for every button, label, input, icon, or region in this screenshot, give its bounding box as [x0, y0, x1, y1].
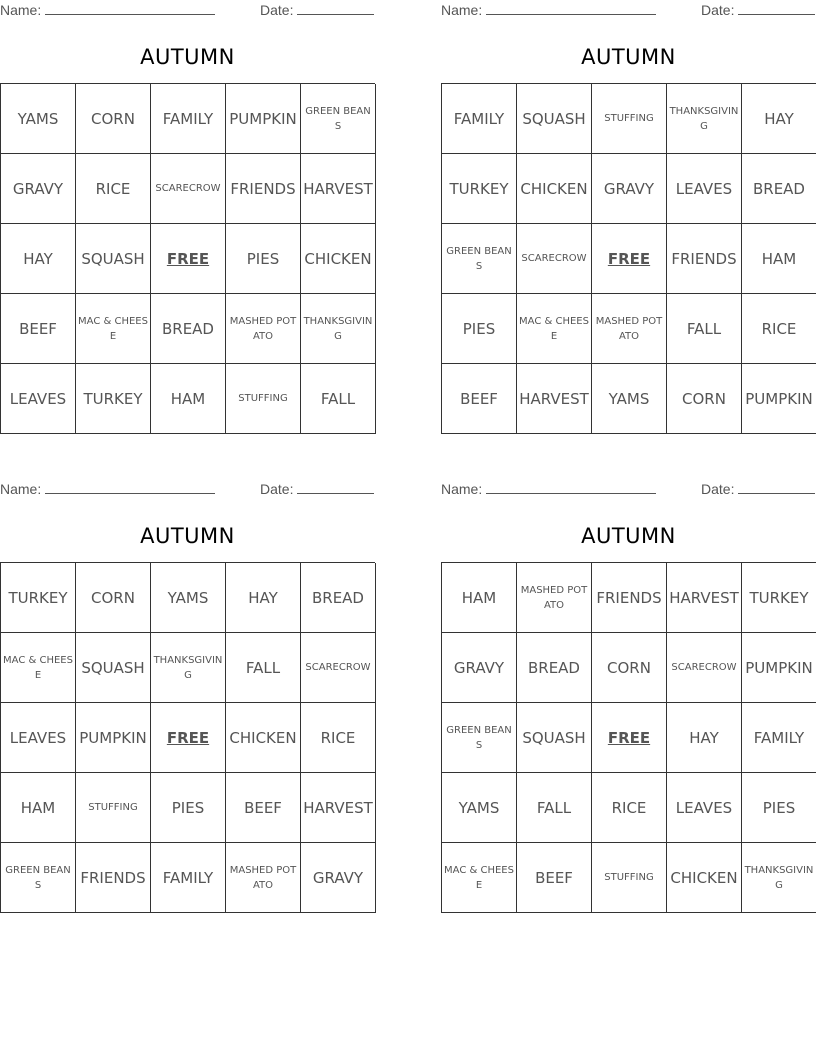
bingo-cell: RICE: [301, 703, 376, 773]
bingo-cell: CORN: [667, 364, 742, 434]
bingo-cell: CHICKEN: [667, 843, 742, 913]
bingo-cell: YAMS: [442, 773, 517, 843]
bingo-cell: TURKEY: [76, 364, 151, 434]
bingo-cell: SCARECROW: [667, 633, 742, 703]
bingo-cell: HAY: [226, 563, 301, 633]
bingo-cell: MAC & CHEESE: [517, 294, 592, 364]
bingo-cell: GRAVY: [301, 843, 376, 913]
bingo-cell: LEAVES: [1, 364, 76, 434]
bingo-cell: BREAD: [151, 294, 226, 364]
bingo-cell: PUMPKIN: [742, 364, 816, 434]
bingo-cell: CHICKEN: [301, 224, 376, 294]
bingo-cell: BEEF: [517, 843, 592, 913]
bingo-card-1: [0, 0, 375, 408]
bingo-cell: STUFFING: [226, 364, 301, 434]
bingo-cell: HARVEST: [517, 364, 592, 434]
bingo-cell: CHICKEN: [517, 154, 592, 224]
bingo-cell: MAC & CHEESE: [1, 633, 76, 703]
bingo-cell: THANKSGIVING: [667, 84, 742, 154]
date-field[interactable]: [738, 2, 815, 15]
card-title: AUTUMN: [140, 45, 235, 69]
bingo-cell: MASHED POTATO: [226, 843, 301, 913]
card-title: AUTUMN: [581, 524, 676, 548]
bingo-cell: YAMS: [151, 563, 226, 633]
date-label: Date:: [260, 2, 374, 18]
bingo-cell: SQUASH: [517, 703, 592, 773]
bingo-cell: FALL: [667, 294, 742, 364]
name-label: Name:: [441, 2, 656, 18]
date-label: Date:: [701, 481, 815, 497]
bingo-cell: STUFFING: [592, 843, 667, 913]
bingo-cell: PUMPKIN: [742, 633, 816, 703]
bingo-card-3: [0, 479, 375, 891]
bingo-cell: THANKSGIVING: [742, 843, 816, 913]
bingo-grid: [441, 83, 816, 434]
card-title: AUTUMN: [581, 45, 676, 69]
bingo-card-4: [441, 479, 816, 891]
bingo-cell: TURKEY: [1, 563, 76, 633]
free-space: FREE: [151, 224, 226, 294]
bingo-cell: PUMPKIN: [76, 703, 151, 773]
bingo-cell: THANKSGIVING: [301, 294, 376, 364]
bingo-cell: MAC & CHEESE: [76, 294, 151, 364]
bingo-cell: CORN: [76, 563, 151, 633]
bingo-cell: HAY: [1, 224, 76, 294]
bingo-cell: PIES: [742, 773, 816, 843]
date-field[interactable]: [297, 2, 374, 15]
bingo-cell: TURKEY: [742, 563, 816, 633]
name-label: Name:: [0, 481, 215, 497]
bingo-cell: GREEN BEANS: [301, 84, 376, 154]
bingo-cell: BREAD: [301, 563, 376, 633]
bingo-cell: GRAVY: [442, 633, 517, 703]
bingo-cell: BREAD: [517, 633, 592, 703]
date-label: Date:: [701, 2, 815, 18]
bingo-cell: LEAVES: [667, 773, 742, 843]
name-field[interactable]: [45, 481, 215, 494]
bingo-cell: STUFFING: [592, 84, 667, 154]
bingo-cell: FRIENDS: [592, 563, 667, 633]
bingo-cell: GREEN BEANS: [442, 703, 517, 773]
bingo-cell: GREEN BEANS: [442, 224, 517, 294]
bingo-cell: FRIENDS: [226, 154, 301, 224]
bingo-cell: LEAVES: [667, 154, 742, 224]
bingo-cell: FAMILY: [151, 84, 226, 154]
free-space: FREE: [151, 703, 226, 773]
bingo-card-2: [441, 0, 816, 408]
bingo-cell: MASHED POTATO: [517, 563, 592, 633]
bingo-cell: BEEF: [1, 294, 76, 364]
bingo-cell: YAMS: [1, 84, 76, 154]
bingo-cell: CORN: [76, 84, 151, 154]
bingo-cell: RICE: [742, 294, 816, 364]
bingo-cell: RICE: [592, 773, 667, 843]
name-label: Name:: [441, 481, 656, 497]
name-date-row: [441, 0, 816, 22]
bingo-cell: SQUASH: [76, 633, 151, 703]
bingo-cell: FALL: [301, 364, 376, 434]
bingo-cell: YAMS: [592, 364, 667, 434]
bingo-cell: FRIENDS: [667, 224, 742, 294]
bingo-cell: FAMILY: [442, 84, 517, 154]
free-space: FREE: [592, 224, 667, 294]
bingo-cell: FALL: [226, 633, 301, 703]
date-field[interactable]: [738, 481, 815, 494]
date-field[interactable]: [297, 481, 374, 494]
bingo-cell: PIES: [442, 294, 517, 364]
bingo-cell: HARVEST: [667, 563, 742, 633]
bingo-cell: RICE: [76, 154, 151, 224]
name-label: Name:: [0, 2, 215, 18]
bingo-grid: [0, 562, 375, 913]
bingo-cell: HAY: [742, 84, 816, 154]
bingo-cell: GRAVY: [592, 154, 667, 224]
bingo-cell: MASHED POTATO: [592, 294, 667, 364]
bingo-cell: MASHED POTATO: [226, 294, 301, 364]
bingo-cell: HARVEST: [301, 154, 376, 224]
bingo-cell: PIES: [151, 773, 226, 843]
bingo-cell: HAM: [442, 563, 517, 633]
name-date-row: [441, 479, 816, 501]
bingo-cell: HAM: [1, 773, 76, 843]
bingo-cell: MAC & CHEESE: [442, 843, 517, 913]
bingo-cell: TURKEY: [442, 154, 517, 224]
name-field[interactable]: [45, 2, 215, 15]
bingo-cell: LEAVES: [1, 703, 76, 773]
bingo-cell: GREEN BEANS: [1, 843, 76, 913]
bingo-cell: FRIENDS: [76, 843, 151, 913]
bingo-grid: [441, 562, 816, 913]
bingo-cell: FALL: [517, 773, 592, 843]
bingo-cell: SCARECROW: [301, 633, 376, 703]
date-label: Date:: [260, 481, 374, 497]
bingo-cell: HAM: [151, 364, 226, 434]
bingo-cell: PUMPKIN: [226, 84, 301, 154]
bingo-cell: SQUASH: [517, 84, 592, 154]
bingo-cell: HAM: [742, 224, 816, 294]
bingo-cell: SQUASH: [76, 224, 151, 294]
bingo-cell: HARVEST: [301, 773, 376, 843]
bingo-cell: THANKSGIVING: [151, 633, 226, 703]
bingo-cell: CORN: [592, 633, 667, 703]
bingo-cell: FAMILY: [742, 703, 816, 773]
free-space: FREE: [592, 703, 667, 773]
bingo-cell: BEEF: [442, 364, 517, 434]
bingo-cell: GRAVY: [1, 154, 76, 224]
bingo-cell: BEEF: [226, 773, 301, 843]
name-date-row: [0, 0, 375, 22]
bingo-cell: BREAD: [742, 154, 816, 224]
bingo-cell: STUFFING: [76, 773, 151, 843]
bingo-cell: SCARECROW: [151, 154, 226, 224]
name-field[interactable]: [486, 481, 656, 494]
name-field[interactable]: [486, 2, 656, 15]
card-title: AUTUMN: [140, 524, 235, 548]
bingo-grid: [0, 83, 375, 434]
bingo-cell: SCARECROW: [517, 224, 592, 294]
bingo-cell: PIES: [226, 224, 301, 294]
bingo-cell: CHICKEN: [226, 703, 301, 773]
bingo-cell: HAY: [667, 703, 742, 773]
name-date-row: [0, 479, 375, 501]
bingo-cell: FAMILY: [151, 843, 226, 913]
